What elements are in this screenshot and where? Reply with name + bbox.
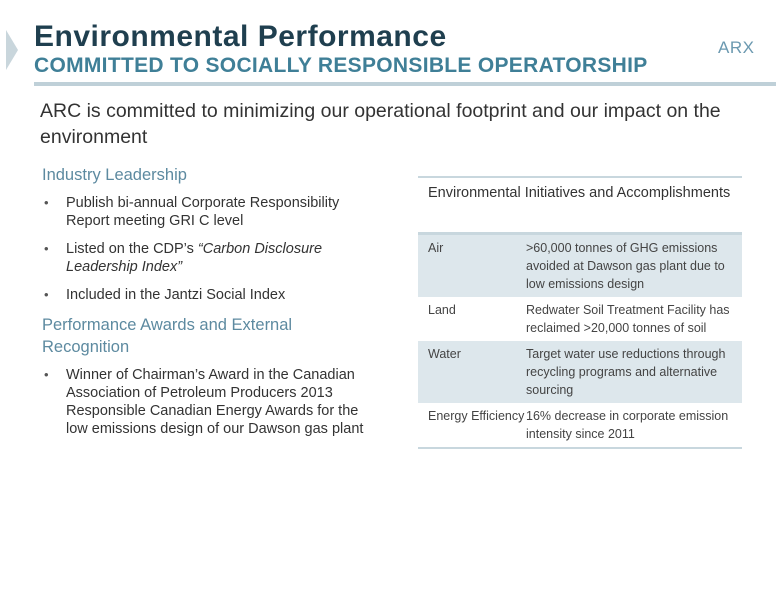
list-item — [42, 194, 372, 230]
list-item — [42, 286, 372, 304]
row-label: Air — [428, 241, 444, 255]
list-item — [42, 366, 372, 438]
intro-statement: ARC is committed to minimizing our operational footprint and our impact on the environment — [40, 100, 721, 148]
bullet-icon: • — [44, 287, 49, 302]
bullet-text: Listed on the CDP’s — [66, 241, 198, 257]
table-row — [418, 403, 742, 447]
bullet-text: Included in the Jantzi Social Index — [66, 287, 286, 303]
row-description: Redwater Soil Treatment Facility has reclaimed >20,000 tonnes of soil — [526, 303, 730, 335]
row-label: Energy Efficiency — [428, 409, 525, 423]
table-row — [418, 297, 742, 341]
left-column — [42, 164, 372, 448]
awards-list — [42, 366, 372, 438]
initiatives-panel — [418, 176, 742, 449]
row-description: 16% decrease in corporate emission intensity since 2011 — [526, 409, 729, 441]
list-item — [42, 240, 372, 276]
bullet-icon: • — [44, 241, 49, 256]
awards-heading: Performance Awards and External Recognition — [42, 316, 293, 356]
bullet-icon: • — [44, 195, 49, 210]
bullet-italic-text: “Carbon Disclosure Leadership Index” — [66, 241, 323, 275]
company-logo: ARX — [718, 38, 755, 57]
row-label: Water — [428, 347, 461, 361]
chevron-icon — [6, 30, 18, 70]
industry-leadership-heading: Industry Leadership — [42, 166, 187, 184]
initiatives-title: Environmental Initiatives and Accomplishments — [428, 185, 731, 201]
page-subtitle: COMMITTED TO SOCIALLY RESPONSIBLE OPERATORSHIP — [34, 54, 648, 77]
row-label: Land — [428, 303, 456, 317]
bullet-text: Winner of Chairman’s Award in the Canadian Association of Petroleum Producers 2013 Responsible Canadian Energy Awards for the low emissions design of our Dawson gas plant — [66, 367, 364, 437]
header-divider — [34, 82, 776, 86]
row-description: Target water use reductions through recycling programs and alternative sourcing — [526, 347, 726, 397]
industry-leadership-list — [42, 194, 372, 304]
bullet-text: Publish bi-annual Corporate Responsibility Report meeting GRI C level — [66, 195, 340, 229]
panel-divider — [418, 447, 742, 449]
row-description: >60,000 tonnes of GHG emissions avoided at Dawson gas plant due to low emissions design — [526, 241, 725, 291]
table-row — [418, 341, 742, 403]
bullet-icon: • — [44, 367, 49, 382]
page-title: Environmental Performance — [34, 20, 447, 53]
table-row — [418, 235, 742, 297]
